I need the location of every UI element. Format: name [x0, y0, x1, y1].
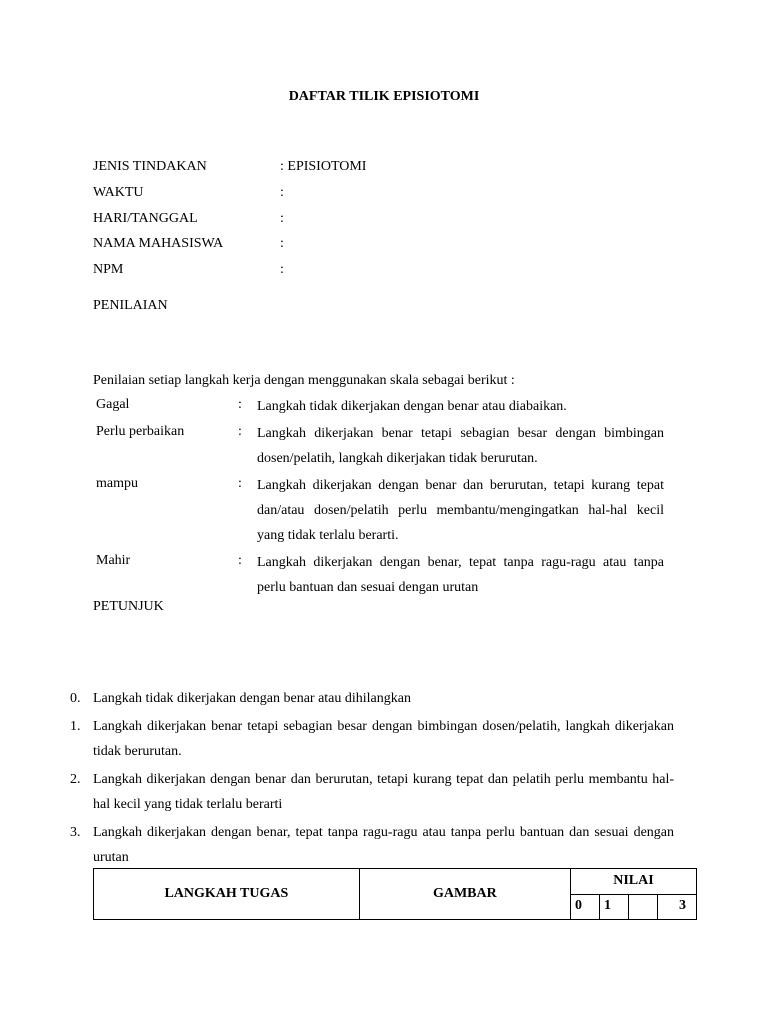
score-header-0: 0 [570, 894, 599, 920]
info-row-npm [93, 257, 366, 283]
scale-term: Gagal [96, 397, 130, 412]
info-label: HARI/TANGGAL [93, 210, 198, 226]
info-value: : [280, 236, 284, 252]
instruction-text: Langkah dikerjakan dengan benar dan berurutan, tetapi kurang tepat dan pelatih perlu membantu hal-hal kecil yang tidak terlalu berarti [93, 771, 674, 812]
info-value: : EPISIOTOMI [280, 159, 367, 175]
scale-item-perlu-perbaikan [96, 424, 664, 471]
scale-item-mahir [96, 553, 664, 600]
instruction-item [70, 714, 674, 765]
instruction-text: Langkah dikerjakan dengan benar, tepat tanpa ragu-ragu atau tanpa perlu bantuan dan sesuai dengan urutan [93, 824, 674, 865]
instruction-item [70, 820, 674, 871]
scale-term: mampu [96, 476, 138, 491]
instruction-list [70, 686, 674, 873]
instruction-number: 0. [70, 691, 81, 706]
scale-term: Mahir [96, 553, 131, 568]
instruction-item [70, 767, 674, 818]
instruction-text: Langkah dikerjakan benar tetapi sebagian besar dengan bimbingan dosen/pelatih, langkah dikerjakan tidak berurutan. [93, 718, 674, 759]
info-value: : [280, 210, 284, 226]
info-value: : [280, 261, 284, 277]
instruction-text: Langkah tidak dikerjakan dengan benar atau dihilangkan [93, 691, 411, 706]
scale-description: Langkah dikerjakan dengan benar, tepat tanpa ragu-ragu atau tanpa perlu bantuan dan sesuai dengan urutan [257, 555, 664, 595]
info-value: : [280, 184, 284, 200]
section-heading-petunjuk: PETUNJUK [93, 599, 164, 614]
info-label: NPM [93, 261, 124, 277]
scale-colon: : [238, 476, 242, 491]
instruction-number: 1. [70, 718, 81, 734]
instruction-number: 2. [70, 771, 81, 787]
instruction-number: 3. [70, 824, 81, 840]
document-title: DAFTAR TILIK EPISIOTOMI [288, 89, 480, 104]
header-nilai: NILAI [570, 869, 696, 895]
score-header-2 [629, 894, 658, 920]
scale-colon: : [238, 397, 242, 412]
info-row-nama-mahasiswa [93, 232, 366, 258]
scale-list [96, 397, 664, 605]
table-header-row [94, 869, 697, 895]
scale-item-gagal [96, 397, 664, 419]
info-label: JENIS TINDAKAN [93, 159, 207, 175]
scale-description: Langkah dikerjakan benar tetapi sebagian besar dengan bimbingan dosen/pelatih, langkah dikerjakan tidak berurutan. [257, 426, 664, 466]
info-block [93, 155, 366, 283]
header-langkah-tugas: LANGKAH TUGAS [94, 869, 360, 920]
scale-colon: : [238, 553, 242, 568]
task-table [93, 868, 697, 920]
scale-intro: Penilaian setiap langkah kerja dengan menggunakan skala sebagai berikut : [93, 373, 515, 388]
info-row-jenis-tindakan [93, 155, 366, 181]
instruction-item [70, 686, 674, 712]
score-header-3: 3 [657, 894, 696, 920]
info-label: WAKTU [93, 184, 144, 200]
info-row-waktu [93, 181, 366, 207]
info-row-hari-tanggal [93, 206, 366, 232]
section-heading-penilaian: PENILAIAN [93, 298, 168, 313]
header-gambar: GAMBAR [359, 869, 570, 920]
scale-description: Langkah dikerjakan dengan benar dan berurutan, tetapi kurang tepat dan/atau dosen/pelatih perlu membantu/mengingatkan hal-hal kecil yang tidak terlalu berarti. [257, 478, 664, 543]
info-label: NAMA MAHASISWA [93, 236, 224, 252]
scale-term: Perlu perbaikan [96, 424, 185, 439]
scale-item-mampu [96, 476, 664, 548]
scale-colon: : [238, 424, 242, 439]
scale-description: Langkah tidak dikerjakan dengan benar atau diabaikan. [257, 399, 567, 414]
score-header-1: 1 [600, 894, 629, 920]
